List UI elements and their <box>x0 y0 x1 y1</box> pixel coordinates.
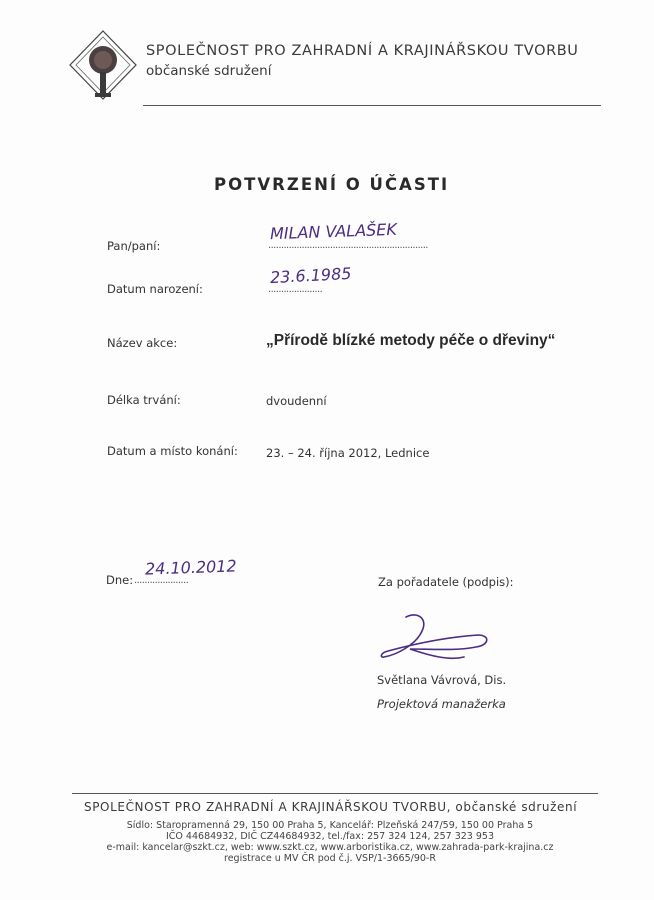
birth-date-dotted-line: ..................... <box>268 284 323 295</box>
footer-ids: IČO 44684932, DIČ CZ44684932, tel./fax: 257 324 124, 257 323 953 <box>166 831 494 842</box>
organizer-signature-label: Za pořadatele (podpis): <box>378 575 514 589</box>
footer-registration: registrace u MV ČR pod č.j. VSP/1-3665/90-R <box>224 853 436 864</box>
name-label: Pan/paní: <box>107 239 161 253</box>
footer-address: Sídlo: Staropramenná 29, 150 00 Praha 5, Kancelář: Plzeňská 247/59, 150 00 Praha 5 <box>126 820 534 831</box>
signature-drawing <box>378 605 498 675</box>
document-title: POTVRZENÍ O ÚČASTI <box>214 175 450 194</box>
signoff-date-handwritten: 24.10.2012 <box>144 556 237 579</box>
duration-label: Délka trvání: <box>107 393 181 407</box>
footer-divider <box>72 793 598 794</box>
header-divider <box>143 105 601 106</box>
name-handwritten: MILAN VALAŠEK <box>269 219 398 244</box>
duration-value: dvoudenní <box>266 394 327 408</box>
signoff-date-dotted-line: ..................... <box>134 575 189 586</box>
signer-name: Světlana Vávrová, Dis. <box>377 673 507 687</box>
event-label: Název akce: <box>107 336 178 350</box>
date-place-value: 23. – 24. října 2012, Lednice <box>266 446 430 460</box>
footer-contact: e-mail: kancelar@szkt.cz, web: www.szkt.cz, www.arboristika.cz, www.zahrada-park-krajina.cz <box>106 842 554 853</box>
birth-date-handwritten: 23.6.1985 <box>269 263 352 288</box>
footer-org-name: SPOLEČNOST PRO ZAHRADNÍ A KRAJINÁŘSKOU TVORBU, občanské sdružení <box>84 800 578 814</box>
event-name: „Přírodě blízké metody péče o dřeviny“ <box>266 332 556 349</box>
date-place-label: Datum a místo konání: <box>107 444 238 458</box>
signer-role: Projektová manažerka <box>377 697 506 711</box>
name-dotted-line: .............................................................. <box>268 240 428 251</box>
signoff-date-label: Dne: <box>106 573 134 587</box>
birth-date-label: Datum narození: <box>107 282 203 296</box>
org-subtitle: občanské sdružení <box>146 63 272 79</box>
org-name: SPOLEČNOST PRO ZAHRADNÍ A KRAJINÁŘSKOU TVORBU <box>146 43 579 59</box>
diamond-tree-logo-icon <box>68 29 138 103</box>
